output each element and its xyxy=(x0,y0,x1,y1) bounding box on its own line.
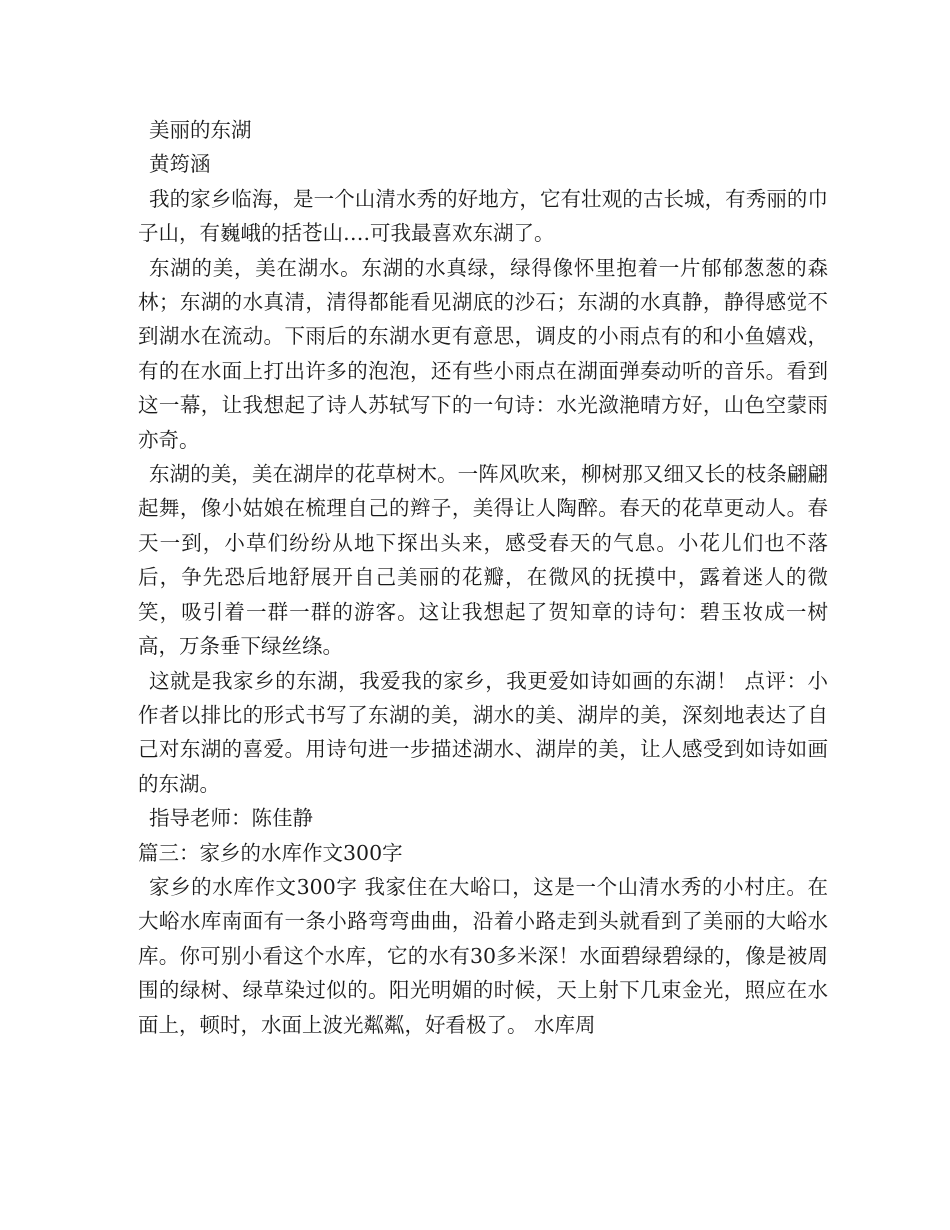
essay-title: 美丽的东湖 xyxy=(149,118,252,142)
section-heading: 篇三：家乡的水库作文300字 xyxy=(138,840,403,865)
essay-author: 黄筠涵 xyxy=(149,152,211,177)
paragraph-reservoir: 家乡的水库作文300字 我家住在大峪口，这是一个山清水秀的小村庄。在大峪水库南面有一条小路弯弯曲曲，沿着小路走到头就看到了美丽的大峪水库。你可别小看这个水库，它的水有30多米深！水面碧绿碧绿的，像是被周围的绿树、绿草染过似的。阳光明媚的时候，天上射下几束金光，照应在水面上，顿时，水面上波光粼粼，好看极了。 水库周 xyxy=(138,874,828,1037)
paragraph-lake-water: 东湖的美，美在湖水。东湖的水真绿，绿得像怀里抱着一片郁郁葱葱的森林；东湖的水真清，清得都能看见湖底的沙石；东湖的水真静，静得感觉不到湖水在流动。下雨后的东湖水更有意思，调皮的小雨点有的和小鱼嬉戏，有的在水面上打出许多的泡泡，还有些小雨点在湖面弹奏动听的音乐。看到这一幕，让我想起了诗人苏轼写下的一句诗：水光潋滟晴方好，山色空蒙雨亦奇。 xyxy=(138,255,828,452)
paragraph-intro: 我的家乡临海，是一个山清水秀的好地方，它有壮观的古长城，有秀丽的巾子山，有巍峨的括苍山….可我最喜欢东湖了。 xyxy=(138,186,828,246)
paragraph-conclusion-review: 这就是我家乡的东湖，我爱我的家乡，我更爱如诗如画的东湖！ 点评：小作者以排比的形式书写了东湖的美，湖水的美、湖岸的美，深刻地表达了自己对东湖的喜爱。用诗句进一步描述湖水、湖岸的美，让人感受到如诗如画的东湖。 xyxy=(138,668,828,796)
document-body xyxy=(138,113,828,1042)
teacher-credit: 指导老师：陈佳静 xyxy=(149,806,313,831)
paragraph-lake-shore: 东湖的美，美在湖岸的花草树木。一阵风吹来，柳树那又细又长的枝条翩翩起舞，像小姑娘在梳理自己的辫子，美得让人陶醉。春天的花草更动人。春天一到，小草们纷纷从地下探出头来，感受春天的气息。小花儿们也不落后，争先恐后地舒展开自己美丽的花瓣，在微风的抚摸中，露着迷人的微笑，吸引着一群一群的游客。这让我想起了贺知章的诗句：碧玉妆成一树高，万条垂下绿丝绦。 xyxy=(138,462,828,659)
